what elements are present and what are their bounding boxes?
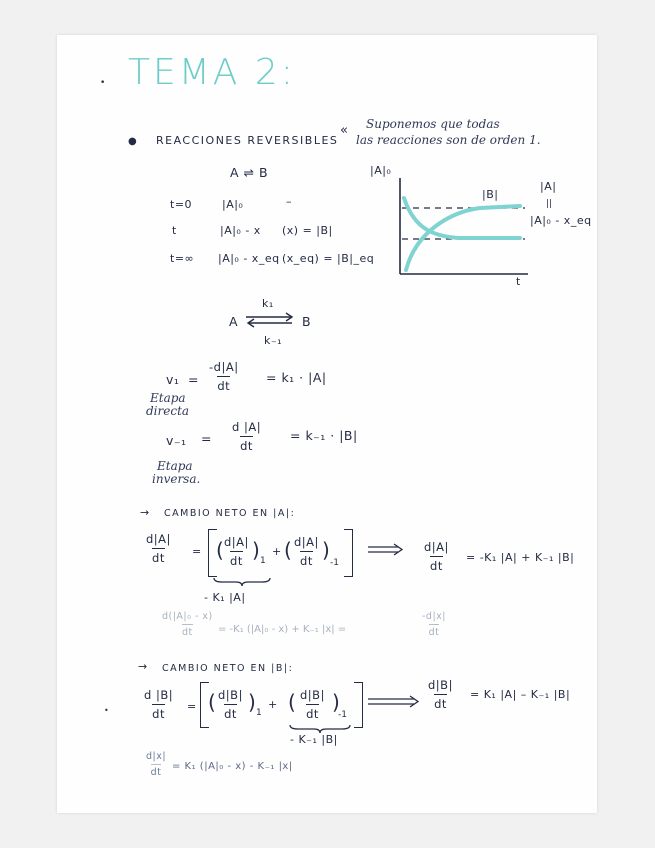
close-bracket: [354, 682, 363, 728]
arrow-icon: «: [340, 123, 348, 138]
faint-num: d(|A|₀ - x): [162, 611, 213, 622]
cambio-a-heading: CAMBIO NETO EN |A|:: [164, 508, 296, 519]
cambio-a-t2-den: dt: [300, 551, 313, 568]
graph-curve-b-label: |B|: [482, 188, 499, 201]
cambio-b-lhs-den: dt: [152, 704, 165, 721]
cambio-b-res-num: d|B|: [428, 678, 453, 692]
table-row-2-b: (x_eq) = |B|_eq: [282, 252, 375, 265]
rate2-eq: =: [201, 431, 212, 446]
faint-rhs: = -K₁ (|A|₀ - x) + K₋₁ |x| =: [218, 624, 347, 635]
cambio-b-result-rhs: = K₁ |A| – K₋₁ |B|: [470, 688, 571, 701]
cambio-b-plus: +: [268, 698, 278, 711]
k-reverse: k₋₁: [264, 334, 283, 347]
paren-close: ): [322, 538, 330, 562]
graph-right-label-1: |A|: [540, 180, 557, 193]
curve-a: [404, 198, 520, 238]
graph-xlabel: t: [516, 275, 521, 288]
rate1-label-2: directa: [146, 404, 190, 418]
cambio-b-t2-num: d|B|: [300, 688, 325, 702]
cambio-a-plus: +: [272, 545, 282, 558]
cambio-b-t1-sub: 1: [256, 708, 262, 718]
cambio-b-term1: [214, 688, 247, 721]
faint-den2: dt: [429, 624, 440, 638]
table-row-2-t: t=∞: [170, 252, 195, 265]
cambio-a-lhs-den: dt: [152, 548, 165, 565]
cambio-b-eq: =: [187, 700, 197, 713]
cambio-b-lhs: [140, 688, 177, 721]
graph-right-label-2: ||: [546, 199, 553, 209]
long-arrow-icon: [368, 696, 420, 708]
rate1-label-1: Etapa: [150, 391, 186, 405]
cambio-a-t1-num: d|A|: [224, 535, 249, 549]
page-title: TEMA 2:: [128, 52, 296, 93]
cambio-a-res-num: d|A|: [424, 540, 449, 554]
arrow-icon: →: [140, 506, 150, 519]
cambio-a-res-den: dt: [430, 556, 443, 573]
last-den: dt: [151, 764, 162, 778]
last-fraction: [142, 751, 170, 778]
cambio-a-lhs: [142, 532, 175, 565]
cambio-a-term1: [220, 535, 253, 568]
rate2-rhs: = k₋₁ · |B|: [290, 428, 358, 443]
ink-dot: •: [104, 706, 109, 715]
last-num: d|x|: [146, 751, 167, 762]
rate2-label-2: inversa.: [152, 472, 201, 486]
cambio-b-t2-sub: -1: [338, 710, 347, 720]
cambio-b-under: - K₋₁ |B|: [290, 733, 338, 746]
paren-close: ): [332, 690, 340, 714]
cambio-a-t1-sub: 1: [260, 556, 266, 566]
cambio-a-t1-den: dt: [230, 551, 243, 568]
implies-arrow-icon: [368, 544, 404, 556]
cambio-a-term2: [290, 535, 323, 568]
cambio-b-t1-num: d|B|: [218, 688, 243, 702]
ink-dot: •: [100, 78, 106, 88]
cambio-b-heading: CAMBIO NETO EN |B|:: [162, 663, 294, 674]
paren-open: (: [216, 538, 224, 562]
cambio-b-result: [424, 678, 457, 711]
arrow-icon: →: [138, 660, 148, 673]
equilibrium-arrows-icon: [244, 313, 296, 327]
table-row-0-b: –: [286, 195, 292, 208]
table-row-0-a: |A|₀: [222, 198, 244, 211]
table-row-0-t: t=0: [170, 198, 193, 211]
rate1-rhs: = k₁ · |A|: [266, 370, 327, 385]
graph-ylabel: |A|₀: [370, 164, 392, 177]
table-row-2-a: |A|₀ - x_eq: [218, 252, 280, 265]
rate1-lhs: v₁: [166, 372, 180, 387]
rate2-fraction: [228, 420, 265, 453]
cambio-a-under: - K₁ |A|: [204, 591, 246, 604]
faint-num2: -d|x|: [422, 611, 446, 622]
paren-open: (: [284, 538, 292, 562]
cambio-a-result: [420, 540, 453, 573]
cambio-b-t1-den: dt: [224, 704, 237, 721]
paren-close: ): [248, 690, 256, 714]
rate1-den: dt: [217, 376, 230, 393]
rate1-fraction: [205, 360, 243, 393]
rate1-eq: =: [188, 372, 199, 387]
k-forward: k₁: [262, 297, 274, 310]
paren-open: (: [288, 690, 296, 714]
paren-open: (: [208, 690, 216, 714]
table-row-1-t: t: [172, 224, 177, 237]
faint-fraction-2: [418, 611, 450, 638]
rate1-num: -d|A|: [209, 360, 239, 374]
cambio-a-t2-num: d|A|: [294, 535, 319, 549]
cambio-a-t2-sub: -1: [330, 558, 339, 568]
reaction2-a: A: [229, 314, 239, 329]
close-bracket: [344, 529, 353, 577]
table-reaction: A ⇌ B: [230, 165, 269, 180]
rate2-lhs: v₋₁: [166, 433, 187, 448]
cambio-a-eq: =: [192, 545, 202, 558]
rate2-den: dt: [240, 436, 253, 453]
section-heading-reversibles: REACCIONES REVERSIBLES: [156, 134, 339, 147]
paren-close: ): [252, 538, 260, 562]
cambio-b-t2-den: dt: [306, 704, 319, 721]
graph-right-label-3: |A|₀ - x_eq: [530, 214, 592, 227]
cambio-b-lhs-num: d |B|: [144, 688, 174, 702]
faint-fraction-1: [158, 611, 217, 638]
rate2-label-1: Etapa: [157, 459, 193, 473]
table-row-1-b: (x) = |B|: [282, 224, 333, 237]
bullet: ●: [128, 136, 137, 147]
table-row-1-a: |A|₀ - x: [220, 224, 261, 237]
note-line-2: las reacciones son de orden 1.: [356, 133, 541, 147]
note-line-1: Suponemos que todas: [366, 117, 500, 131]
rate2-num: d |A|: [232, 420, 262, 434]
reaction2-b: B: [302, 314, 312, 329]
cambio-b-term2: [296, 688, 329, 721]
last-rhs: = K₁ (|A|₀ - x) - K₋₁ |x|: [172, 761, 293, 772]
cambio-a-lhs-num: d|A|: [146, 532, 171, 546]
underbrace-icon: [212, 577, 272, 587]
cambio-a-result-rhs: = -K₁ |A| + K₋₁ |B|: [466, 551, 575, 564]
faint-den: dt: [182, 624, 193, 638]
cambio-b-res-den: dt: [434, 694, 447, 711]
